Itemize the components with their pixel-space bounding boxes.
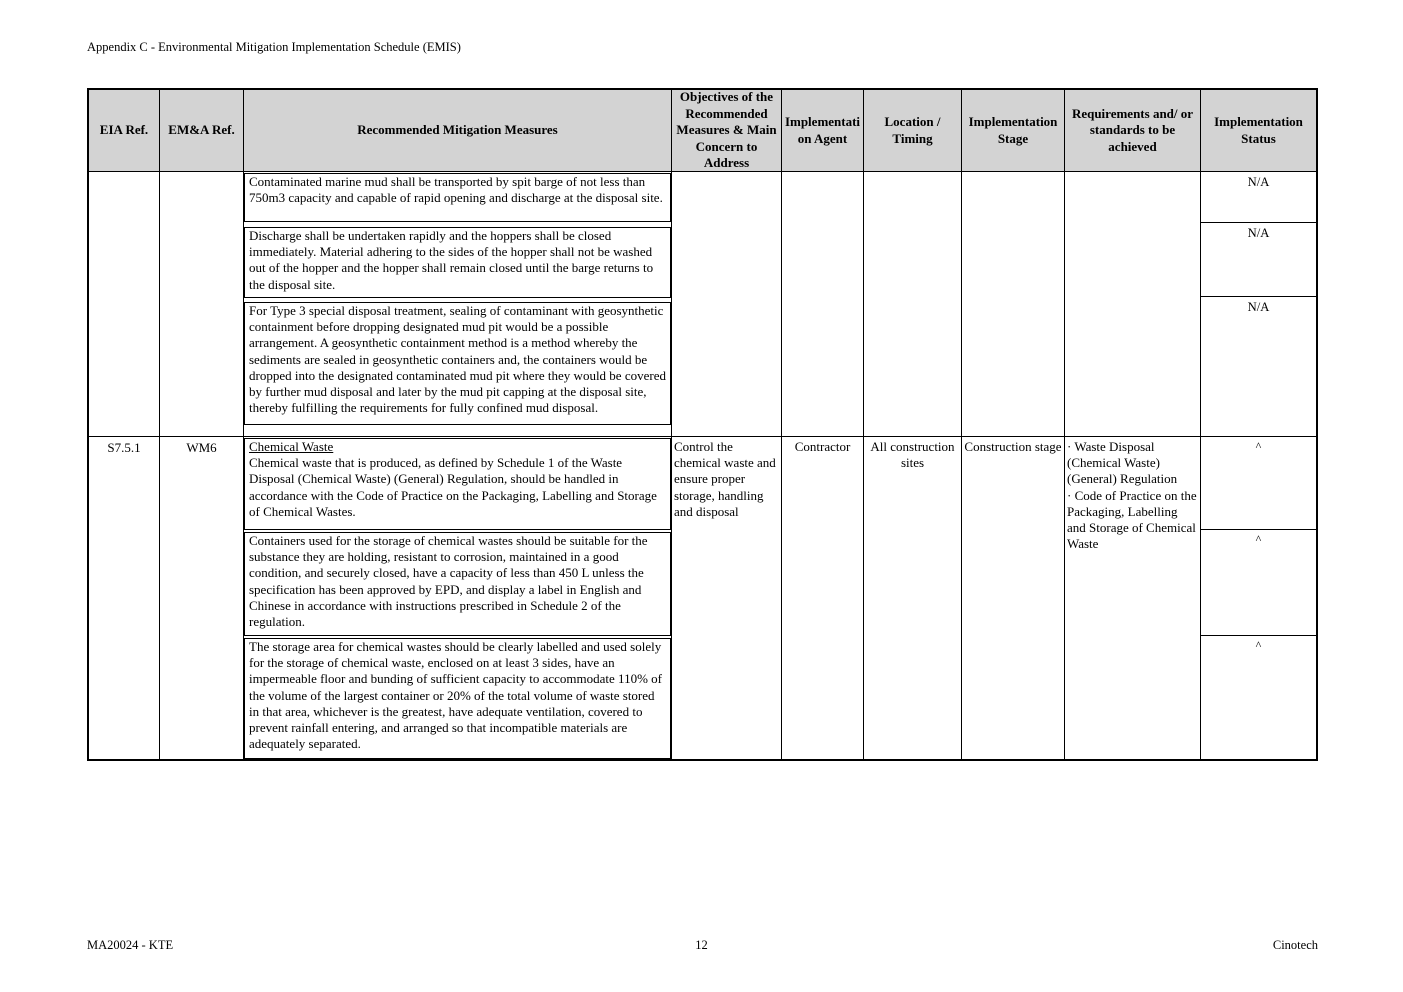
- requirement-item: · Waste Disposal (Chemical Waste) (General) Regulation: [1067, 439, 1178, 487]
- measure-text: For Type 3 special disposal treatment, sealing of contaminant with geosynthetic containment before dropping designated mud pit would be a possible arrangement. A geosynthetic containment method is a method whereby the sediments are sealed in geosynthetic containers and, the containers would be dropped into the designated contaminated mud pit where they would be covered by further mud disposal and later by the mud pit capping at the disposal site, thereby fulfilling the requirements for fully confined mud disposal.: [249, 303, 666, 416]
- header-eia-ref: EIA Ref.: [89, 90, 160, 171]
- implementation-stage-cell: Construction stage: [962, 437, 1065, 759]
- measure-heading: Chemical Waste: [249, 439, 334, 454]
- emis-table: [87, 88, 1318, 761]
- status-value: ^: [1201, 530, 1316, 636]
- mitigation-measures-cell: [244, 437, 672, 759]
- header-objectives: Objectives of the Recommended Measures & Main Concern to Address: [672, 90, 782, 171]
- requirement-item: · Code of Practice on the Packaging, Labelling and Storage of Chemical Waste: [1067, 487, 1197, 552]
- measure-text: Containers used for the storage of chemical wastes should be suitable for the substance they are holding, resistant to corrosion, maintained in a good condition, and securely closed, have a capacity of less than 450 L unless the specification has been approved by EPD, and display a label in English and Chinese in accordance with instructions prescribed in Schedule 2 of the regulation.: [249, 533, 648, 630]
- footer-page-number: 12: [695, 938, 708, 952]
- requirements-cell: [1065, 437, 1201, 759]
- objectives-cell: Control the chemical waste and ensure proper storage, handling and disposal: [672, 437, 782, 759]
- eia-ref-cell: [89, 172, 160, 436]
- header-ema-ref: EM&A Ref.: [160, 90, 244, 171]
- measure-text: Contaminated marine mud shall be transported by spit barge of not less than 750m3 capacity and capable of rapid opening and discharge at the disposal site.: [249, 174, 663, 206]
- footer-company: Cinotech: [1272, 938, 1318, 952]
- footer-project-ref: MA20024 - KTE: [87, 938, 174, 952]
- implementation-status-cell: [1201, 172, 1316, 436]
- header-implementation-status: Implementation Status: [1214, 114, 1303, 146]
- measure-box: [244, 532, 671, 636]
- header-location-timing: Location / Timing: [864, 90, 962, 171]
- objectives-cell: [672, 172, 782, 436]
- header-implementation-agent: Implementation Agent: [782, 90, 864, 171]
- table-block-chemical-waste: [89, 437, 1316, 759]
- implementation-agent-cell: [782, 172, 864, 436]
- ema-ref-cell: WM6: [160, 437, 244, 759]
- status-value: ^: [1201, 437, 1316, 530]
- measure-box: [244, 438, 671, 530]
- status-value: N/A: [1247, 299, 1270, 314]
- measure-text: The storage area for chemical wastes should be clearly labelled and used solely for the storage of chemical waste, enclosed on at least 3 sides, have an impermeable floor and bunding of sufficient capacity to accommodate 110% of the volume of the largest container or 20% of the total volume of waste stored in that area, whichever is the greatest, have adequate ventilation, covered to prevent rainfall entering, and arranged so that incompatible materials are adequately separated.: [249, 639, 662, 752]
- measure-box: [244, 302, 671, 425]
- implementation-status-cell: [1201, 437, 1316, 759]
- ema-ref-cell: [160, 172, 244, 436]
- status-value: ^: [1255, 638, 1262, 652]
- implementation-agent-cell: Contractor: [782, 437, 864, 759]
- page-title: Appendix C - Environmental Mitigation Implementation Schedule (EMIS): [87, 40, 461, 54]
- status-value: N/A: [1201, 223, 1316, 297]
- implementation-stage-cell: [962, 172, 1065, 436]
- measure-text: Chemical waste that is produced, as defined by Schedule 1 of the Waste Disposal (Chemical Waste) (General) Regulation, should be handled in accordance with the Code of Practice on the Packaging, Labelling and Storage of Chemical Wastes.: [249, 455, 657, 519]
- header-mitigation-measures: Recommended Mitigation Measures: [244, 90, 672, 171]
- header-requirements: Requirements and/ or standards to be achieved: [1065, 90, 1201, 171]
- location-timing-cell: All construction sites: [864, 437, 962, 759]
- table-header-row: [89, 90, 1316, 172]
- measure-text: Discharge shall be undertaken rapidly and the hoppers shall be closed immediately. Material adhering to the sides of the hopper shall not be washed out of the hopper and the hopper shall remain closed until the barge returns to the disposal site.: [249, 228, 654, 292]
- measure-box: [244, 638, 671, 759]
- header-implementation-stage: Implementation Stage: [962, 90, 1065, 171]
- table-block-mud-disposal: [89, 172, 1316, 437]
- location-timing-cell: [864, 172, 962, 436]
- mitigation-measures-cell: [244, 172, 672, 436]
- measure-box: [244, 227, 671, 298]
- requirements-cell: [1065, 172, 1201, 436]
- measure-box: [244, 173, 671, 222]
- eia-ref-cell: S7.5.1: [89, 437, 160, 759]
- status-value: N/A: [1201, 172, 1316, 223]
